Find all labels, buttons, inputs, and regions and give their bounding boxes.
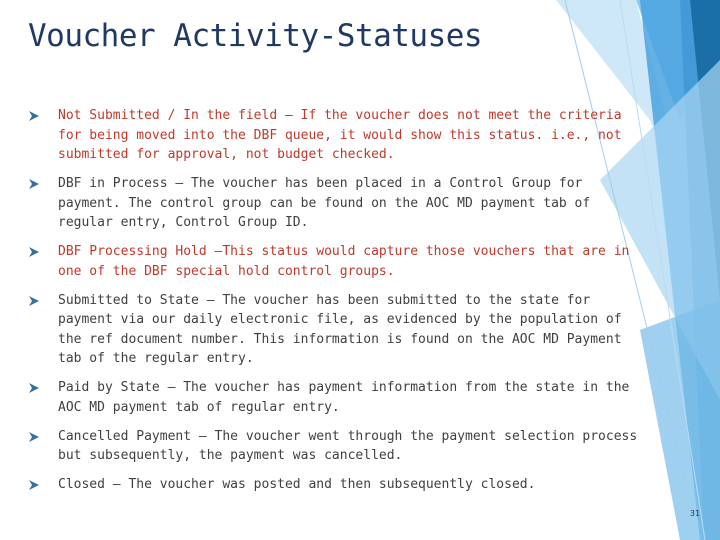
page-number: 31: [689, 509, 701, 518]
arrow-bullet-icon: [28, 247, 40, 257]
bullet-item: [28, 106, 640, 165]
arrow-bullet-icon: [28, 179, 40, 189]
bullet-list: [28, 106, 640, 504]
bullet-text: DBF Processing Hold –This status would capture those vouchers that are in one of the DBF special hold control groups.: [58, 244, 630, 279]
bullet-item: [28, 174, 640, 233]
arrow-bullet-icon: [28, 383, 40, 393]
arrow-bullet-icon: [28, 432, 40, 442]
bullet-item: [28, 378, 640, 417]
slide-title: Voucher Activity-Statuses: [28, 18, 483, 54]
bullet-text: DBF in Process – The voucher has been placed in a Control Group for payment. The control group can be found on the AOC MD payment tab of regular entry, Control Group ID.: [58, 176, 591, 230]
bullet-item: [28, 475, 640, 495]
bullet-item: [28, 291, 640, 369]
facet-pale-bottom: [640, 300, 720, 540]
arrow-bullet-icon: [28, 480, 40, 490]
bullet-text: Not Submitted / In the field – If the voucher does not meet the criteria for being moved into the DBF queue, it would show this status. i.e., not submitted for approval, not budget checked.: [58, 108, 622, 162]
bullet-text: Paid by State – The voucher has payment information from the state in the AOC MD payment tab of regular entry.: [58, 380, 630, 415]
arrow-bullet-icon: [28, 296, 40, 306]
arrow-bullet-icon: [28, 111, 40, 121]
bullet-text: Cancelled Payment – The voucher went through the payment selection process but subsequently, the payment was cancelled.: [58, 428, 638, 463]
bullet-text: Closed – The voucher was posted and then subsequently closed.: [58, 477, 536, 492]
bullet-item: [28, 427, 640, 466]
bullet-item: [28, 242, 640, 281]
bullet-text: Submitted to State – The voucher has been submitted to the state for payment via our daily electronic file, as evidenced by the population of the ref document number. This information is found on the AOC MD Payment tab of the regular entry.: [58, 292, 622, 366]
